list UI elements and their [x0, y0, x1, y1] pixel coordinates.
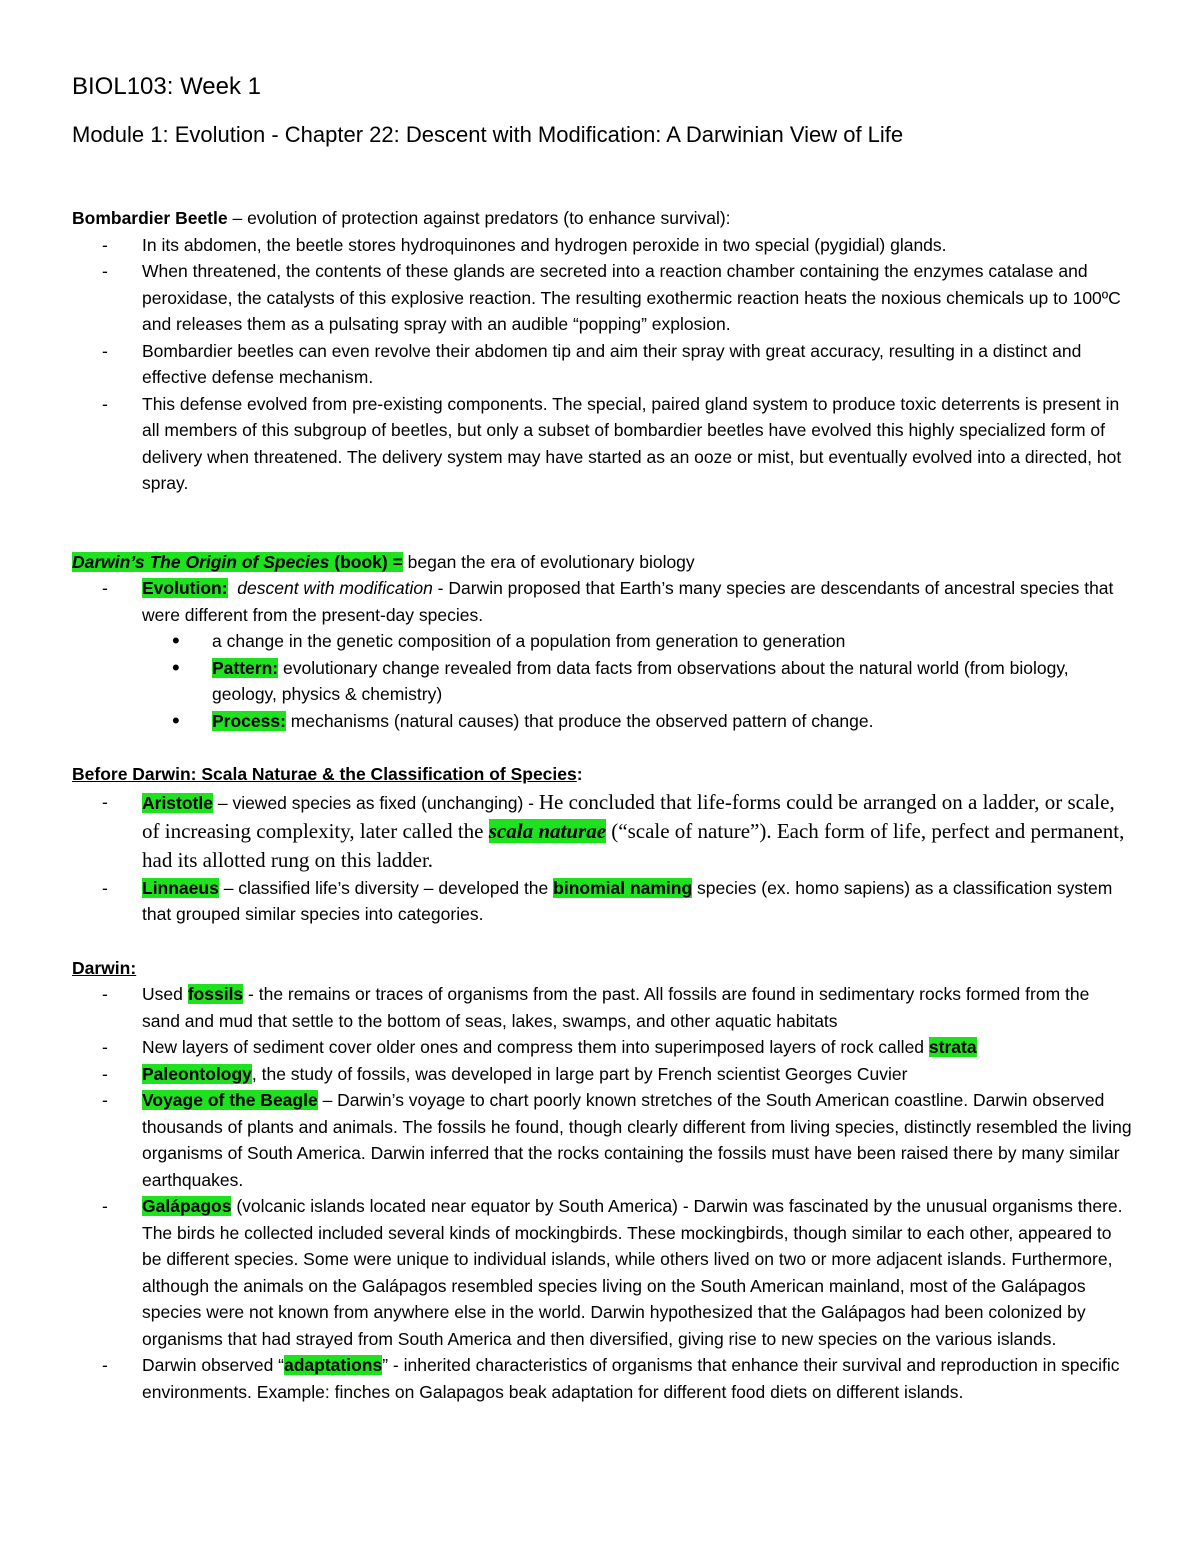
beagle-text: – Darwin’s voyage to chart poorly known stretches of the South American coastline. Darwin observed thousands of plants and animals. The fossils he found, though clearly different from living species, distinctly resembled the living organisms of South America. Darwin inferred that the rocks containing the fossils must have been raised there by many similar earthquakes. — [142, 1090, 1132, 1190]
adaptations-text: ” - inherited characteristics of organisms that enhance their survival and reproduction in specific environments. Example: finches on Galapagos beak adaptation for different food diets on different islands. — [142, 1355, 1120, 1402]
scala-naturae-term: scala naturae — [488, 818, 607, 843]
before-section — [72, 761, 1132, 928]
origin-title-rest: (book) = — [329, 551, 403, 572]
binomial-naming-term: binomial naming — [553, 877, 693, 898]
origin-heading — [72, 549, 1132, 576]
beagle-term: Voyage of the Beagle — [142, 1090, 318, 1110]
linnaeus-text: – classified life’s diversity – developed the — [218, 877, 554, 898]
list-item — [72, 1087, 1132, 1193]
strata-text: New layers of sediment cover older ones and compress them into superimposed layers of rock called — [142, 1037, 929, 1057]
list-item: - In its abdomen, the beetle stores hydroquinones and hydrogen peroxide in two special (pygidial) glands. — [72, 232, 1132, 259]
list-item: - Used fossils - the remains or traces of organisms from the past. All fossils are found in sedimentary rocks formed from the sand and mud that settle to the bottom of seas, lakes, swamps, and other aquatic habitats — [72, 981, 1132, 1034]
evolution-sublist — [142, 628, 1132, 734]
list-item — [142, 708, 1132, 735]
module-title: Module 1: Evolution - Chapter 22: Descent with Modification: A Darwinian View of Life — [72, 122, 904, 147]
origin-title-highlight — [72, 552, 403, 572]
evolution-italic: descent with modification — [237, 578, 433, 598]
list-item — [72, 1061, 1132, 1088]
list-item — [72, 1193, 1132, 1352]
process-text: mechanisms (natural causes) that produce the observed pattern of change. — [285, 710, 874, 731]
darwin-section — [72, 955, 1132, 1406]
darwin-list — [72, 981, 1132, 1405]
origin-title: Darwin’s The Origin of Species — [72, 551, 330, 572]
beetle-term: Bombardier Beetle — [72, 208, 228, 228]
aristotle-serif-text-2: (“scale of nature”). Each form of life, perfect and permanent, had its allotted rung on this ladder. — [142, 818, 1125, 872]
evolution-term: Evolution: — [142, 578, 228, 598]
fossils-term: fossils — [187, 984, 244, 1004]
aristotle-text: – viewed species as fixed (unchanging) - — [212, 792, 539, 813]
pattern-text: evolutionary change revealed from data facts from observations about the natural world (from biology, geology, physics & chemistry) — [212, 657, 1069, 704]
origin-list — [72, 575, 1132, 734]
evolution-text: - Darwin proposed that Earth’s many species are descendants of ancestral species that were different from the present-day species. — [142, 578, 1114, 625]
list-item: - This defense evolved from pre-existing components. The special, paired gland system to produce toxic deterrents is present in all members of this subgroup of beetles, but only a subset of bombardier beetles have evolved this highly specialized form of delivery when threatened. The delivery system may have started as an ooze or mist, but eventually evolved into a directed, hot spray. — [72, 391, 1132, 497]
before-heading-text: Before Darwin: Scala Naturae & the Classification of Species — [72, 764, 577, 784]
list-item — [72, 575, 1132, 734]
adaptations-term: adaptations — [284, 1355, 383, 1375]
origin-section — [72, 549, 1132, 735]
list-item — [72, 1034, 1132, 1061]
process-term: Process: — [212, 710, 286, 731]
paleontology-term: Paleontology — [142, 1063, 252, 1084]
darwin-heading: Darwin: — [72, 957, 137, 978]
linnaeus-term: Linnaeus — [142, 877, 219, 898]
list-item — [72, 875, 1132, 928]
origin-intro: began the era of evolutionary biology — [402, 551, 695, 572]
course-title: BIOL103: Week 1 — [72, 73, 261, 100]
fossils-text: - the remains or traces of organisms from the past. All fossils are found in sedimentary rocks formed from the sand and mud that settle to the bottom of seas, lakes, swamps, and other aquatic habitats — [142, 984, 1090, 1031]
galapagos-term: Galápagos — [142, 1196, 232, 1216]
beetle-list — [72, 232, 1132, 497]
before-heading: Before Darwin: Scala Naturae & the Classification of Species: — [72, 764, 583, 784]
list-item: - When threatened, the contents of these glands are secreted into a reaction chamber containing the enzymes catalase and peroxidase, the catalysts of this explosive reaction. The resulting exothermic reaction heats the noxious chemicals up to 100ºC and releases them as a pulsating spray with an audible “popping” explosion. — [72, 258, 1132, 338]
list-item: - Darwin observed “adaptations” - inherited characteristics of organisms that enhance their survival and reproduction in specific environments. Example: finches on Galapagos beak adaptation for different food diets on different islands. — [72, 1352, 1132, 1405]
strata-term: strata — [928, 1037, 977, 1057]
list-item — [142, 655, 1132, 708]
beetle-intro: – evolution of protection against predators (to enhance survival): — [227, 208, 731, 228]
paleontology-text: , the study of fossils, was developed in large part by French scientist Georges Cuvier — [251, 1063, 908, 1084]
galapagos-text: (volcanic islands located near equator by South America) - Darwin was fascinated by the unusual organisms there. The birds he collected included several kinds of mockingbirds. These mockingbirds, though similar to each other, appeared to be different species. Some were unique to individual islands, while others lived on two or more adjacent islands. Furthermore, although the animals on the Galápagos resembled species living on the South American mainland, most of the Galápagos species were not known from anywhere else in the world. Darwin hypothesized that the Galápagos had been colonized by organisms that had strayed from South America and then diversified, giving rise to new species on the various islands. — [142, 1196, 1123, 1349]
list-item: - Bombardier beetles can even revolve their abdomen tip and aim their spray with great accuracy, resulting in a distinct and effective defense mechanism. — [72, 338, 1132, 391]
beetle-section — [72, 205, 1132, 497]
list-item — [72, 788, 1132, 875]
aristotle-term: Aristotle — [142, 792, 213, 813]
linnaeus-text-2: species (ex. homo sapiens) as a classification system that grouped similar species into categories. — [142, 877, 1113, 924]
beetle-heading — [72, 205, 1132, 232]
list-item: • a change in the genetic composition of a population from generation to generation — [142, 628, 1132, 655]
before-list — [72, 788, 1132, 928]
document-page — [72, 72, 1132, 1405]
aristotle-serif-text: He concluded that life-forms could be arranged on a ladder, or scale, of increasing complexity, later called the — [142, 789, 1115, 843]
pattern-term: Pattern: — [212, 657, 279, 678]
